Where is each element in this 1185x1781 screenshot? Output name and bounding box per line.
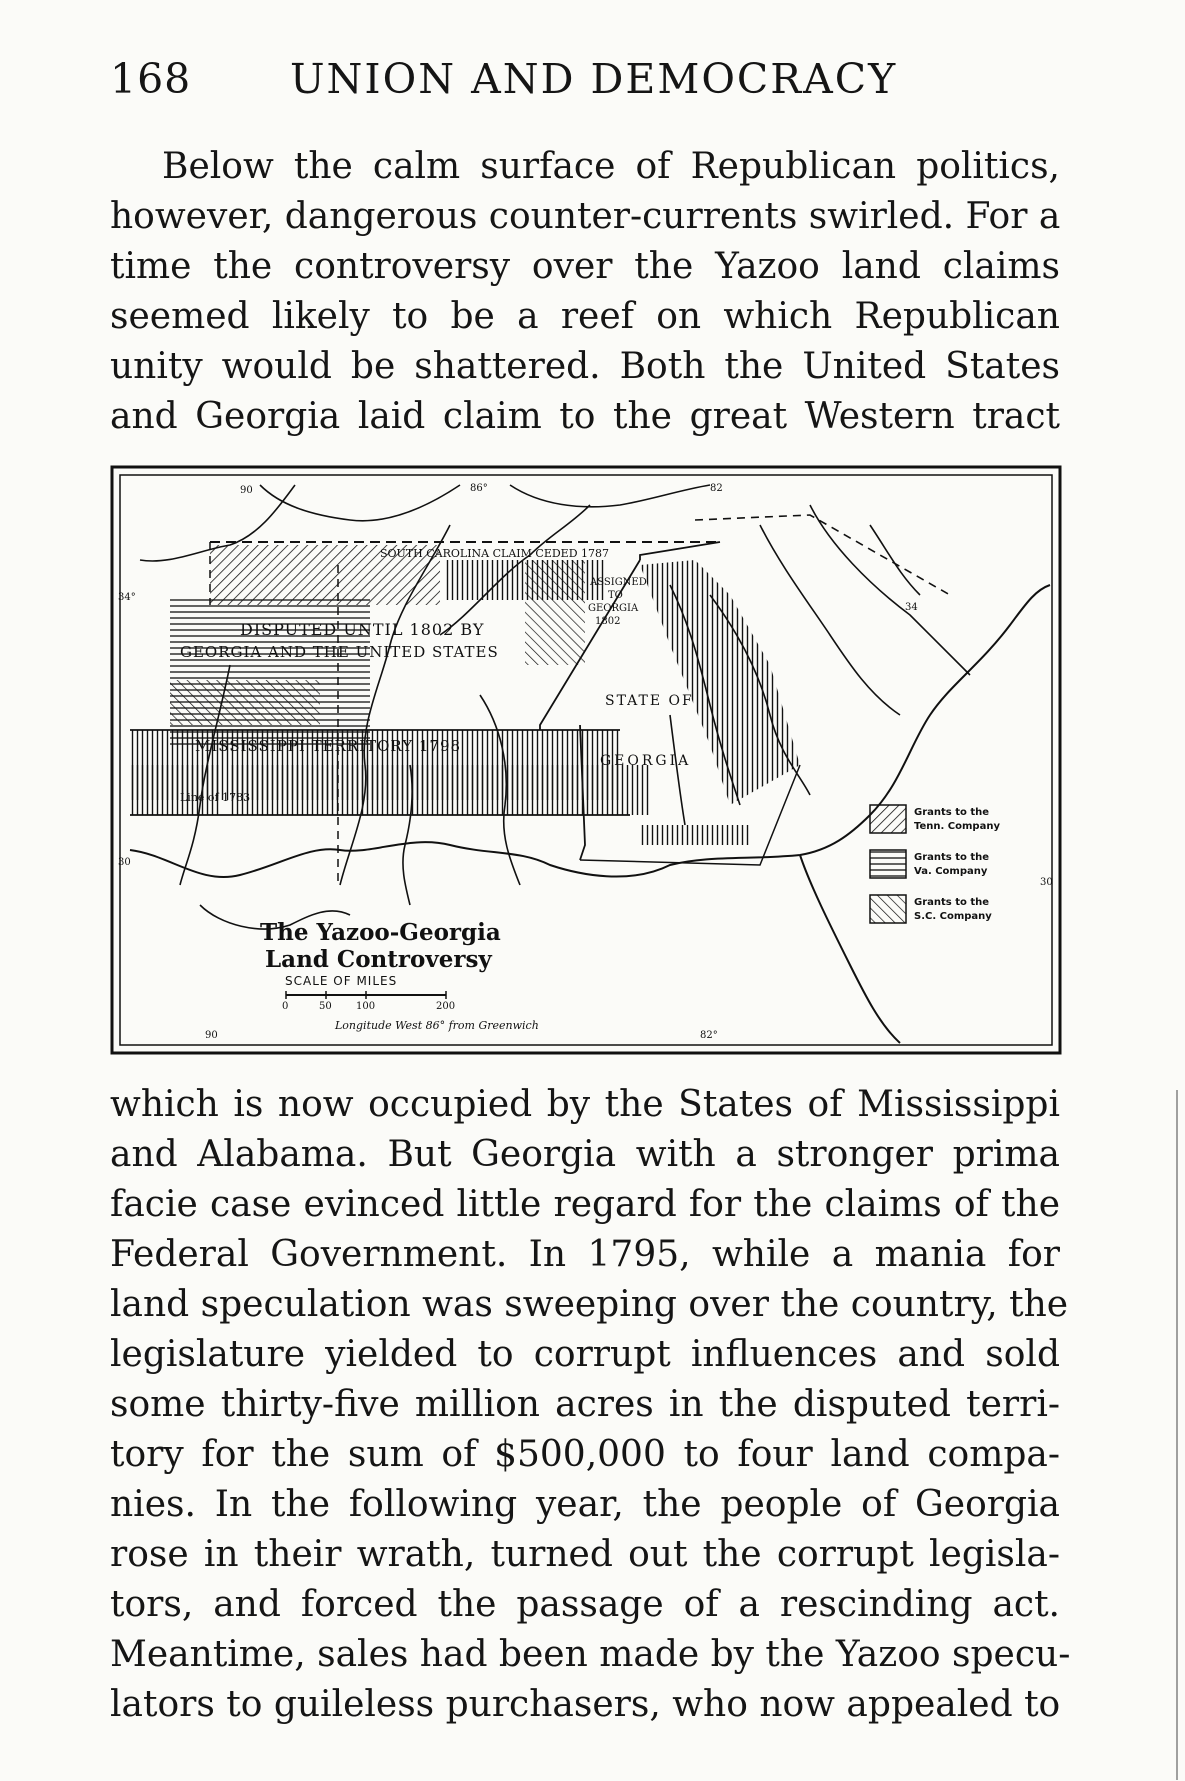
- year-1802-label: 1802: [595, 616, 621, 627]
- georgia-state-label: GEORGIA: [600, 753, 692, 769]
- yazoo-map-figure: [110, 465, 1062, 1055]
- text-line: and Georgia laid claim to the great Western tract: [110, 396, 1060, 437]
- mississippi-territory-label: MISSISSIPPI TERRITORY 1798: [195, 737, 462, 755]
- map-title-line2: Land Controversy: [265, 946, 492, 973]
- text-line: Below the calm surface of Republican politics,: [162, 146, 1060, 187]
- sc-claim-label: SOUTH CAROLINA CLAIM CEDED 1787: [380, 547, 610, 560]
- assigned-strip: [525, 560, 585, 665]
- scale-tick-label: 50: [319, 1001, 332, 1012]
- text-line: however, dangerous counter-currents swirled. For a: [110, 196, 1061, 237]
- text-line: lators to guileless purchasers, who now appealed to: [110, 1684, 1061, 1725]
- lon-82-top: 82: [710, 483, 723, 494]
- paragraph-bottom: [110, 1080, 1071, 1730]
- legend-sc-line1: Grants to the: [914, 897, 990, 908]
- lon-82-bottom: 82°: [700, 1030, 718, 1041]
- text-line: rose in their wrath, turned out the corrupt legisla-: [110, 1534, 1060, 1575]
- text-line: land speculation was sweeping over the country, the: [110, 1284, 1069, 1325]
- text-line: facie case evinced little regard for the claims of the: [110, 1184, 1060, 1225]
- lat-30-right: 30: [1040, 877, 1053, 888]
- legend-tenn-line2: Tenn. Company: [914, 821, 1000, 832]
- legend-tenn-line1: Grants to the: [914, 807, 990, 818]
- legend-sc-line2: S.C. Company: [914, 911, 992, 922]
- lat-34-left: 34°: [118, 592, 136, 603]
- text-line: which is now occupied by the States of Mississippi: [110, 1084, 1060, 1125]
- disputed-label-1: DISPUTED UNTIL 1802 BY: [240, 620, 485, 639]
- text-line: Meantime, sales had been made by the Yazoo specu-: [110, 1634, 1071, 1675]
- text-line: and Alabama. But Georgia with a stronger prima: [110, 1134, 1060, 1175]
- text-line: tory for the sum of $500,000 to four land compa-: [110, 1434, 1060, 1475]
- text-line: unity would be shattered. Both the United States: [110, 346, 1060, 387]
- text-line: nies. In the following year, the people of Georgia: [110, 1484, 1060, 1525]
- disputed-label-2: GEORGIA AND THE UNITED STATES: [180, 643, 499, 661]
- scale-tick-label: 200: [436, 1001, 456, 1012]
- state-of-label: STATE OF: [605, 693, 694, 709]
- paragraph-top: [110, 142, 1060, 442]
- running-header: [110, 55, 1070, 115]
- text-line: legislature yielded to corrupt influences and sold: [110, 1334, 1060, 1375]
- longitude-note: Longitude West 86° from Greenwich: [335, 1019, 539, 1032]
- page-number: 168: [110, 55, 192, 103]
- page-edge-shadow: [1176, 1090, 1178, 1780]
- scale-title: SCALE OF MILES: [285, 974, 398, 988]
- lat-34-right: 34: [905, 602, 918, 613]
- legend-va-line1: Grants to the: [914, 852, 990, 863]
- lat-30-left: 30: [118, 857, 131, 868]
- scale-tick-label: 100: [356, 1001, 376, 1012]
- legend-swatch-va: [870, 850, 906, 878]
- lon-86-top: 86°: [470, 483, 488, 494]
- lower-grant-band: [230, 765, 650, 815]
- text-line: tors, and forced the passage of a rescinding act.: [110, 1584, 1060, 1625]
- legend-swatch-sc: [870, 895, 906, 923]
- legend-swatch-tenn: [870, 805, 906, 833]
- scale-tick-label: 0: [282, 1001, 289, 1012]
- sc-company-grant: [170, 680, 320, 725]
- running-title: UNION AND DEMOCRACY: [290, 55, 898, 103]
- text-line: seemed likely to be a reef on which Republican: [110, 296, 1060, 337]
- line-of-1783-label: Line of 1783: [180, 791, 251, 804]
- to-label: TO: [608, 590, 623, 601]
- map-title-line1: The Yazoo-Georgia: [260, 919, 501, 946]
- text-line: Federal Government. In 1795, while a mania for: [110, 1234, 1060, 1275]
- lon-90-top: 90: [240, 485, 253, 496]
- lon-90-bottom: 90: [205, 1030, 218, 1041]
- southern-border-strip: [640, 825, 750, 845]
- georgia-assigned-label: GEORGIA: [588, 603, 639, 614]
- assigned-label: ASSIGNED: [590, 577, 647, 588]
- text-line: time the controversy over the Yazoo land claims: [110, 246, 1060, 287]
- legend-va-line2: Va. Company: [914, 866, 988, 877]
- text-line: some thirty-five million acres in the disputed terri-: [110, 1384, 1060, 1425]
